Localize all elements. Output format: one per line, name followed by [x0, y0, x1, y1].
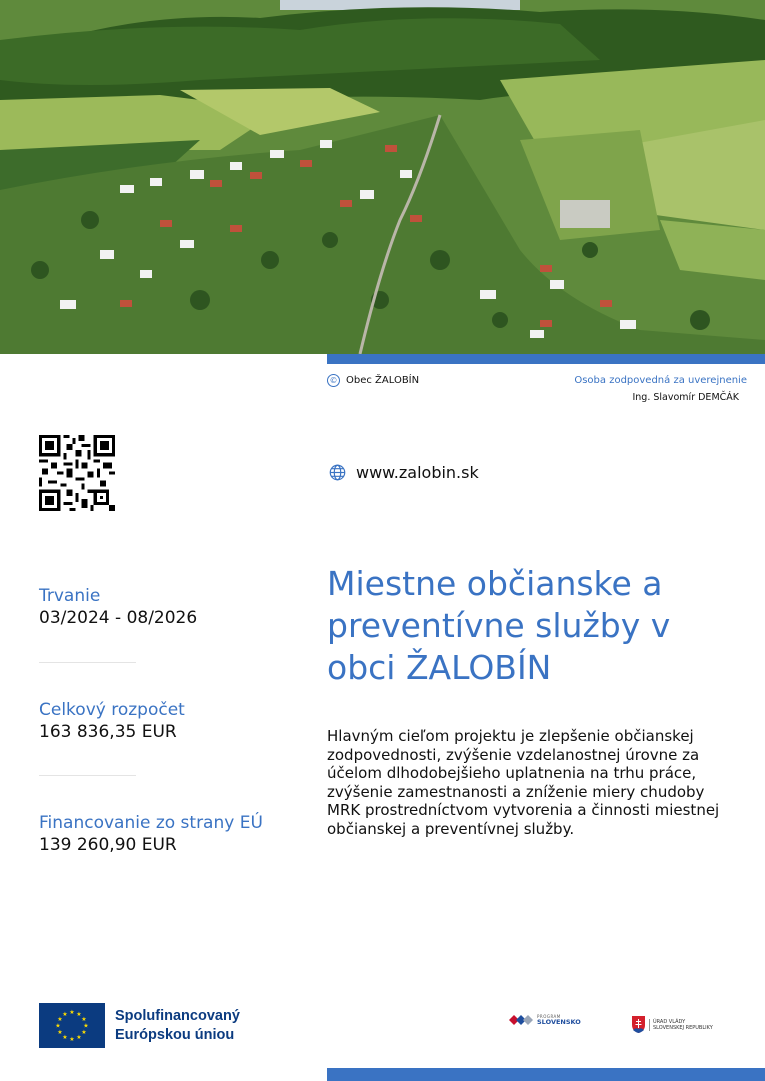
responsible-name: Ing. Slavomír DEMČÁK [632, 392, 739, 403]
program-slovensko-icon [508, 1014, 534, 1026]
divider [39, 775, 136, 776]
government-office-logo [632, 1016, 713, 1033]
eu-text [115, 1007, 240, 1045]
fact-duration [39, 586, 289, 628]
fact-value: 163 836,35 EUR [39, 722, 177, 742]
project-title: Miestne občianske a preventívne služby v obci ŽALOBÍN [327, 564, 671, 687]
divider [39, 662, 136, 663]
hero-photo [0, 0, 765, 354]
eu-line-1: Spolufinancovaný [115, 1007, 240, 1024]
svg-text:★: ★ [62, 1034, 68, 1041]
fact-label: Financovanie zo strany EÚ [39, 813, 263, 833]
fact-label: Trvanie [39, 586, 101, 606]
svg-text:★: ★ [57, 1029, 63, 1036]
svg-text:★: ★ [76, 1011, 82, 1018]
svg-text:★: ★ [69, 1036, 75, 1043]
project-description: Hlavným cieľom projektu je zlepšenie občianskej zodpovednosti, zvýšenie vzdelanostnej úrovne za účelom dlhodobejšieho uplatnenia na trhu práce, zvýšenie zamestnanosti a zníženie miery chudoby MRK prostredníctvom vytvorenia a činnosti miestnej občianskej a preventívnej služby. [327, 727, 720, 838]
svg-text:★: ★ [69, 1009, 75, 1016]
website-url[interactable]: www.zalobin.sk [356, 463, 479, 482]
eu-flag-icon [39, 1003, 105, 1048]
fact-label: Celkový rozpočet [39, 700, 185, 720]
gov-line-2: SLOVENSKEJ REPUBLIKY [653, 1024, 713, 1031]
photo-credit [327, 374, 419, 387]
program-text [537, 1014, 581, 1026]
fact-value: 139 260,90 EUR [39, 835, 177, 855]
aerial-village-photo [0, 0, 765, 354]
bottom-accent-bar [327, 1068, 765, 1081]
svg-text:★: ★ [76, 1034, 82, 1041]
responsible-label: Osoba zodpovedná za uverejnenie [574, 375, 747, 386]
svg-text:★: ★ [57, 1016, 63, 1023]
website-link[interactable] [329, 463, 479, 482]
qr-code-icon[interactable] [39, 435, 115, 511]
eu-cofinancing-logo [39, 1003, 240, 1048]
svg-text:★: ★ [83, 1022, 89, 1030]
svg-text:★: ★ [55, 1022, 61, 1030]
slovak-coat-of-arms-icon [632, 1016, 645, 1033]
program-big: SLOVENSKO [537, 1018, 581, 1026]
copyright-owner: Obec ŽALOBÍN [346, 375, 420, 386]
svg-text:★: ★ [81, 1016, 87, 1023]
program-slovensko-logo [508, 1014, 581, 1026]
program-small: PROGRAM [537, 1014, 561, 1019]
fact-eu-funding [39, 813, 289, 855]
gov-line-1: ÚRAD VLÁDY [653, 1018, 686, 1025]
svg-text:★: ★ [62, 1011, 68, 1018]
fact-value: 03/2024 - 08/2026 [39, 608, 198, 628]
government-office-text [649, 1019, 713, 1031]
top-accent-bar [327, 354, 765, 364]
fact-total-budget [39, 700, 289, 742]
project-facts [39, 586, 289, 855]
copyright-icon: © [327, 374, 340, 387]
globe-icon [329, 464, 346, 481]
eu-line-2: Európskou úniou [115, 1026, 235, 1043]
svg-text:★: ★ [81, 1029, 87, 1036]
